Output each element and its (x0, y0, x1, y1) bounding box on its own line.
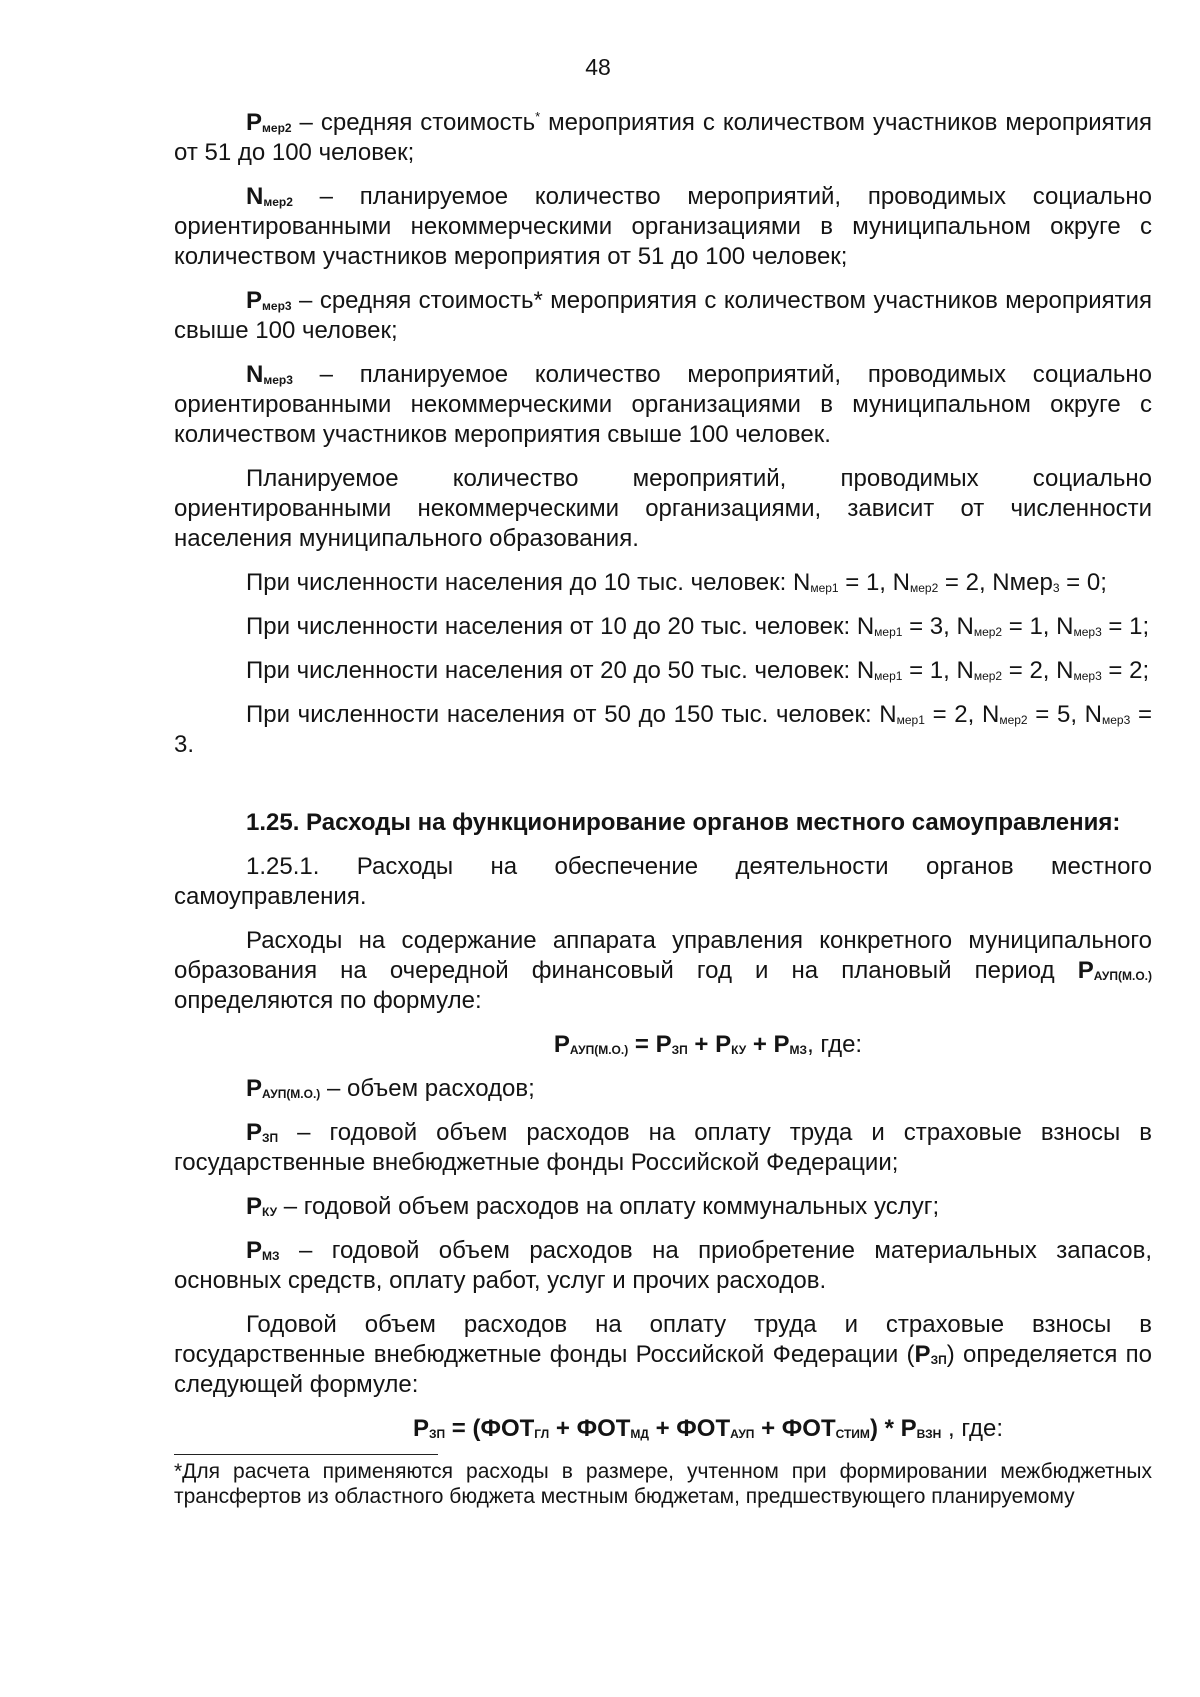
zp-intro-tail: ) определяется по следующей формуле: (174, 1341, 1152, 1398)
formula-symbol: P (553, 1031, 570, 1058)
definition-p-mer3 (174, 286, 1152, 346)
definition-p-mer2 (174, 102, 1152, 168)
rule-subscript: мер3 (1073, 669, 1102, 683)
rule-lead: При численности населения от 50 до 150 тыс. человек: N (246, 701, 897, 728)
formula-zp (174, 1414, 1152, 1444)
formula-subscript: КУ (731, 1043, 747, 1057)
symbol: N (246, 361, 264, 388)
definition-text: – планируемое количество мероприятий, проводимых социально ориентированными некоммерческими организациями в муниципальном округе с количеством участников мероприятия от 51 до 100 человек; (174, 183, 1152, 270)
definition-text: – средняя стоимость* мероприятия с количеством участников мероприятия свыше 100 человек; (174, 287, 1152, 344)
formula-aup (174, 1030, 1152, 1060)
definition-p-mz (174, 1236, 1152, 1296)
formula-part: + ФОТ (549, 1415, 631, 1442)
definition-text: – годовой объем расходов на оплату труда и страховые взносы в государственные внебюджетные фонды Российской Федерации; (174, 1119, 1152, 1176)
population-rule-2 (174, 612, 1152, 642)
definition-text: – объем расходов; (320, 1075, 535, 1102)
symbol-subscript: МЗ (262, 1249, 280, 1263)
symbol-subscript: мер2 (263, 195, 293, 209)
rule-subscript: мер1 (874, 625, 903, 639)
rule-subscript: мер2 (973, 625, 1003, 639)
formula-part: = (ФОТ (445, 1415, 535, 1442)
symbol-subscript: мер3 (263, 373, 293, 387)
zp-intro-paragraph (174, 1310, 1152, 1400)
symbol: N (246, 183, 264, 210)
rule-subscript: мер1 (874, 669, 903, 683)
formula-part: P (412, 1415, 429, 1442)
population-rule-3 (174, 656, 1152, 686)
formula-subscript: ВЗН (916, 1427, 942, 1441)
section-heading: 1.25. Расходы на функционирование органов местного самоуправления: (246, 809, 1121, 836)
rule-text: = 1, N (902, 657, 974, 684)
definition-n-mer2 (174, 182, 1152, 272)
planning-paragraph: Планируемое количество мероприятий, проводимых социально ориентированными некоммерческими организациями, зависит от численности населения муниципального образования. (174, 465, 1152, 552)
symbol-subscript: мер2 (262, 121, 292, 135)
footnote-marker: * (535, 109, 541, 124)
symbol-subscript: КУ (262, 1205, 278, 1219)
formula-subscript: ЗП (671, 1043, 688, 1057)
rule-subscript: мер2 (999, 713, 1028, 727)
formula-part: + ФОТ (648, 1415, 731, 1442)
rule-subscript: мер2 (909, 581, 939, 595)
formula-tail: , где: (941, 1415, 1004, 1442)
symbol: P (246, 1237, 263, 1264)
formula-subscript: АУП (730, 1427, 755, 1441)
definition-text: – годовой объем расходов на оплату коммунальных услуг; (277, 1193, 940, 1220)
rule-text: = 2, N (1002, 657, 1074, 684)
page-number: 48 (585, 54, 611, 80)
definition-text: – планируемое количество мероприятий, проводимых социально ориентированными некоммерческими организациями в муниципальном округе с количеством участников мероприятия свыше 100 человек. (174, 361, 1152, 448)
rule-text: = 3, N (902, 613, 974, 640)
rule-subscript: мер3 (1073, 625, 1102, 639)
symbol: P (246, 287, 263, 314)
rule-lead: При численности населения от 20 до 50 тыс. человек: N (246, 657, 875, 684)
formula-subscript: МЗ (789, 1043, 808, 1057)
aup-intro-tail: определяются по формуле: (174, 987, 482, 1014)
symbol: P (246, 1075, 263, 1102)
rule-text: = 1; (1101, 613, 1150, 640)
definition-n-mer3 (174, 360, 1152, 450)
formula-subscript: СТИМ (835, 1427, 870, 1441)
rule-text: = 2, N (924, 701, 1000, 728)
formula-subscript: МД (630, 1427, 649, 1441)
symbol: P (246, 109, 263, 136)
definition-text: – годовой объем расходов на приобретение материальных запасов, основных средств, оплату работ, услуг и прочих расходов. (174, 1237, 1152, 1294)
rule-text: = 2; (1101, 657, 1150, 684)
symbol-subscript: ЗП (262, 1131, 279, 1145)
definition-text: – средняя стоимость (291, 109, 536, 136)
symbol-subscript: мер3 (262, 299, 292, 313)
aup-intro-text: Расходы на содержание аппарата управления конкретного муниципального образования на очередной финансовый год и на плановый период (174, 927, 1152, 984)
symbol-subscript: ЗП (930, 1353, 947, 1367)
rule-subscript: мер1 (896, 713, 925, 727)
formula-part: ) * P (869, 1415, 917, 1442)
symbol-subscript: АУП(М.О.) (1093, 969, 1152, 983)
formula-part: + P (687, 1031, 732, 1058)
symbol-subscript: АУП(М.О.) (262, 1087, 321, 1101)
rule-subscript: мер3 (1102, 713, 1131, 727)
zp-intro-text: Годовой объем расходов на оплату труда и страховые взносы в государственные внебюджетные фонды Российской Федерации ( (174, 1311, 1152, 1368)
population-rule-1 (174, 568, 1152, 598)
footnote: *Для расчета применяются расходы в размере, учтенном при формировании межбюджетных трансфертов из областного бюджета местным бюджетам, предшествующего планируемому (174, 1460, 1152, 1508)
definition-p-zp (174, 1118, 1152, 1178)
rule-subscript: 3 (1052, 581, 1060, 595)
rule-lead: При численности населения от 10 до 20 тыс. человек: N (246, 613, 875, 640)
aup-intro-paragraph (174, 926, 1152, 1016)
subsection-paragraph: 1.25.1. Расходы на обеспечение деятельности органов местного самоуправления. (174, 853, 1152, 910)
rule-text: = 1, N (1002, 613, 1074, 640)
formula-part: + P (746, 1031, 790, 1058)
symbol: P (246, 1193, 263, 1220)
rule-text: = 2, Nмер (938, 569, 1053, 596)
formula-subscript: АУП(М.О.) (569, 1043, 629, 1057)
formula-part: + ФОТ (754, 1415, 836, 1442)
footnote-divider (174, 1454, 438, 1455)
definition-p-aup (174, 1074, 1152, 1104)
formula-subscript: ЗП (428, 1427, 446, 1441)
symbol: P (914, 1341, 931, 1368)
definition-text-tail: мероприятия с количеством участников мероприятия от 51 до 100 человек; (174, 109, 1153, 166)
definition-p-ku (174, 1192, 1152, 1222)
rule-lead: При численности населения до 10 тыс. человек: N (246, 569, 811, 596)
rule-subscript: мер2 (973, 669, 1003, 683)
rule-text: = 3. (174, 701, 1152, 758)
formula-tail: , где: (807, 1031, 863, 1058)
rule-text: = 5, N (1027, 701, 1102, 728)
symbol: P (246, 1119, 263, 1146)
rule-text: = 1, N (838, 569, 910, 596)
symbol: P (1077, 957, 1094, 984)
rule-text: = 0; (1059, 569, 1107, 596)
formula-subscript: ГЛ (534, 1427, 550, 1441)
formula-part: = P (628, 1031, 672, 1058)
rule-subscript: мер1 (810, 581, 839, 595)
population-rule-4 (174, 700, 1152, 760)
